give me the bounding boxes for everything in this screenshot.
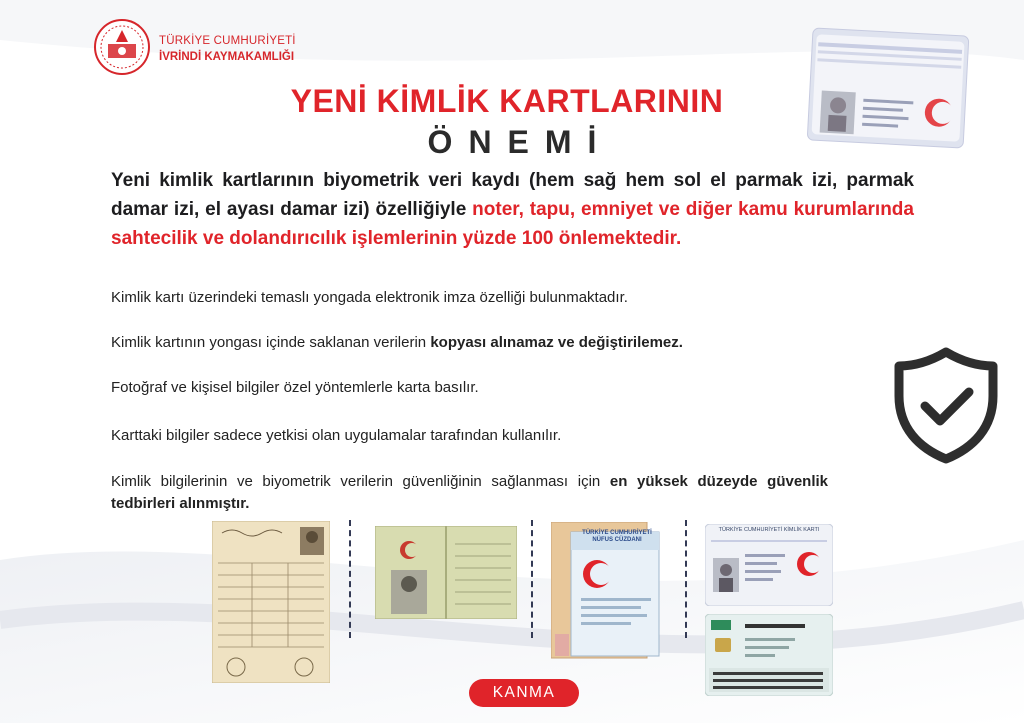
nufus-cuzdani-caption [575,530,659,544]
page-title-line-1: YENİ KİMLİK KARTLARININ [290,83,724,119]
new-card-caption: TÜRKİYE CUMHURİYETİ KİMLİK KARTI [718,527,820,533]
info-point [111,425,828,447]
info-point-bold: en yüksek düzeyde güvenlik tedbirleri alınmıştır. [111,473,829,512]
info-point [111,332,828,354]
governorship-seal-icon [93,14,151,80]
info-point-text: Kimlik kartı üzerindeki temaslı yongada elektronik imza özelliği bulunmaktadır. [111,289,628,306]
institution-name [159,33,296,65]
separator [349,520,351,638]
info-point-text: Karttaki bilgiler sadece yetkisi olan uygulamalar tarafından kullanılır. [111,427,562,444]
info-point-bold: kopyası alınamaz ve değiştirilemez. [430,334,683,351]
info-point [111,287,828,309]
nufus-cuzdani-sub: NÜFUS CÜZDANI [592,537,642,543]
kanma-brand-badge: KANMA [469,679,579,707]
new-id-card-front [705,524,833,606]
lead-paragraph [111,166,914,253]
new-id-card-back [705,614,833,696]
institution-line-1: TÜRKİYE CUMHURİYETİ [159,35,296,47]
nufus-cuzdani-title: TÜRKİYE CUMHURİYETİ [582,530,652,536]
info-point-text: Fotoğraf ve kişisel bilgiler özel yöntemlerle karta basılır. [111,379,479,396]
info-point [111,377,828,399]
institution-line-2: İVRİNDİ KAYMAKAMLIĞI [159,51,295,63]
info-point [111,471,828,515]
green-booklet-id-document [375,526,517,619]
info-point-text: Kimlik bilgilerinin ve biyometrik verilerin güvenliğinin sağlanması için [111,473,610,490]
shield-check-icon [893,346,999,464]
separator [531,520,533,638]
lead-text: Yeni kimlik kartlarının biyometrik veri kaydı (hem sağ hem sol el parmak izi, parmak damar izi, el ayası damar izi) özelliğiyle [111,170,914,220]
lead-highlight: noter, tapu, emniyet ve diğer kamu kurumlarında sahtecilik ve dolandırıcılık işlemlerinin yüzde 100 önlemektedir. [111,199,914,249]
info-point-text: Kimlik kartının yongası içinde saklanan verilerin [111,334,431,351]
separator [685,520,687,638]
page-title-line-2: ÖNEMİ [427,124,613,160]
old-ottoman-id-document [212,521,330,683]
